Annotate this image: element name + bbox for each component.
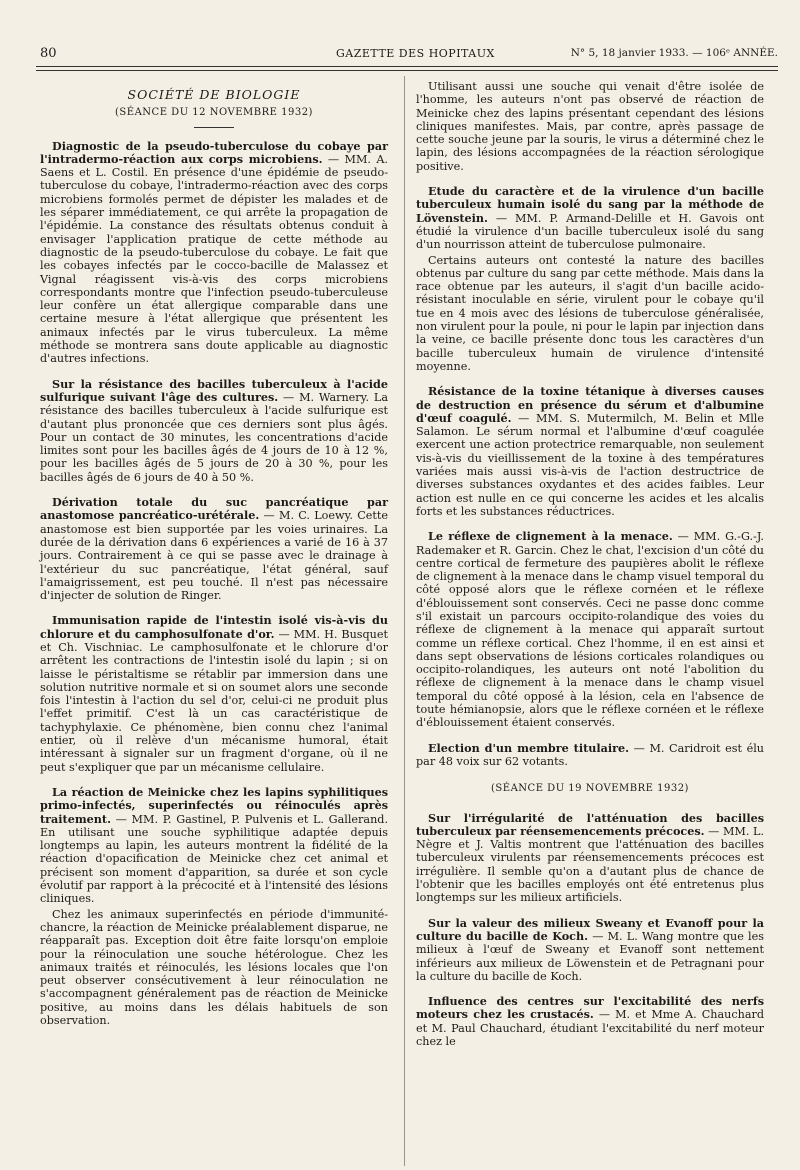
article-paragraph: Utilisant aussi une souche qui venait d'être isolée de l'homme, les auteurs n'ont pas observé de réaction de Meinicke chez des lapins présentant cependant des lésions cliniques manifestes. Mais, par contre, après passage de cette souche jeune par la souris, le virus a déterminé chez le lapin, des lésions accompagnées de la réaction sérologique positive. [416, 80, 764, 173]
article-title: Dérivation totale du suc pancréatique par anastomose pancréatico-urétérale. [40, 495, 388, 523]
article-title: La réaction de Meinicke chez les lapins syphilitiques primo-infectés, superinfectés ou réinoculés après traitement. [40, 784, 388, 826]
article [416, 185, 764, 251]
article-body: — M. L. Wang montre que les milieux à l'œuf de Sweany et Evanoff sont nettement inférieurs aux milieux de Löwenstein et de Petragnani pour la culture du bacille de Koch. [416, 929, 764, 983]
article-title: Immunisation rapide de l'intestin isolé vis-à-vis du chlorure et du camphosulfonate d'or. [40, 613, 388, 641]
article-body: — MM. G.-G.-J. Rademaker et R. Garcin. Chez le chat, l'excision d'un côté du centre cortical de fermeture des paupières abolit le réflexe de clignement à la menace dans le champ visuel temporal du côté opposé alors que le réflexe cornéen et le réflexe d'éblouissement sont conservés. Ceci ne passe donc comme s'il existait un parcours occipito-rolandique des voies du réflexe de clignement à la menace qui apparaît surtout comme un réflexe cortical. Chez l'homme, il en est ainsi et dans sept observations de lésions corticales rolandiques ou occipito-rolandiques, les auteurs ont noté l'abolition du réflexe de clignement à la menace dans le champ visuel temporal du côté opposé à la lésion, cela en l'absence de toute hémianopsie, alors que le réflexe cornéen et le réflexe d'éblouissement étaient conservés. [416, 530, 764, 730]
article [416, 385, 764, 518]
section-title: SOCIÉTÉ DE BIOLOGIE [127, 87, 301, 102]
article [40, 140, 388, 366]
article [40, 786, 388, 906]
article-title: Etude du caractère et de la virulence d'un bacille tuberculeux humain isolé du sang par la méthode de Lövenstein. [416, 184, 764, 225]
article-title: Le réflexe de clignement à la menace. [428, 529, 673, 544]
article-body: — M. Caridroit est élu par 48 voix sur 62 votants. [416, 741, 764, 768]
article-body: — MM. H. Busquet et Ch. Vischniac. Le camphosulfonate et le chlorure d'or arrêtent les contractions de l'intestin isolé du lapin ; si on laisse le péristaltisme se rétablir par immersion dans une solution nutritive normale et si on soumet alors une seconde fois l'intestin à l'action du sel d'or, celui-ci ne produit plus l'effet primitif. C'est là un cas caractéristique de tachyphylaxie. Ce phénomène, bien connu chez l'animal entier, où il relève d'un mécanisme humoral, était intéressant à signaler sur un fragment d'organe, où il ne peut s'expliquer que par un mécanisme cellulaire. [40, 627, 388, 774]
article-body: — M. Warnery. La résistance des bacilles tuberculeux à l'acide sulfurique est d'autant plus prononcée que ces derniers sont plus âgés. Pour un contact de 30 minutes, les concentrations d'acide limites sont pour les bacilles âgés de 4 jours de 10 à 12 %, pour les bacilles âgés de 5 jours de 20 à 30 %, pour les bacilles âgés de 6 jours de 40 à 50 %. [40, 390, 388, 484]
article-paragraph: Chez les animaux superinfectés en période d'immunité-chancre, la réaction de Meinicke préalablement disparue, ne réapparaît pas. Exception doit être faite lorsqu'on emploie pour la réinoculation une souche hétérologue. Chez les animaux traités et réinoculés, les lésions locales que l'on peut observer consécutivement à leur réinoculation ne s'accompagnent généralement pas de réaction de Meinicke positive, au moins dans les délais habituels de son observation. [40, 907, 388, 1027]
article-body: — M. et Mme A. Chauchard et M. Paul Chauchard, étudiant l'excitabilité du nerf moteur chez le [416, 1008, 765, 1048]
article [40, 378, 388, 484]
page-number: 80 [40, 46, 57, 61]
session-date: (SÉANCE DU 12 NOVEMBRE 1932) [115, 107, 313, 119]
header-rule [36, 66, 778, 67]
article [40, 496, 388, 602]
article-title: Election d'un membre titulaire. [428, 740, 630, 755]
running-header [36, 44, 778, 64]
article-paragraph: Certains auteurs ont contesté la nature des bacilles obtenus par culture du sang par cette méthode. Mais dans la race obtenue par les auteurs, il s'agit d'un bacille acido-résistant inoculable en série, virulent pour le cobaye qu'il tue en 4 mois avec des lésions de tuberculose généralisée, non virulent pour la poule, ni pour le lapin par injection dans la veine, ce bacille présente donc tous les caractères d'un bacille tuberculeux humain de virulence d'intensité moyenne. [416, 253, 764, 373]
short-rule [194, 127, 234, 128]
article-title: Sur l'irrégularité de l'atténuation des bacilles tuberculeux par réensemencements précoces. [416, 810, 764, 838]
article-body: — MM. P. Gastinel, P. Pulvenis et L. Gallerand. En utilisant une souche syphilitique adaptée depuis longtemps au lapin, les auteurs montrent la fidélité de la réaction d'opacification de Meinicke chez cet animal et précisent son moment d'apparition, sa durée et son cycle évolutif par rapport à la précocité et à l'intensité des lésions cliniques. [40, 812, 388, 906]
issue-info: N° 5, 18 janvier 1933. — 106ᵉ ANNÉE. [570, 47, 778, 59]
article-title: Résistance de la toxine tétanique à diverses causes de destruction en présence du sérum et d'albumine d'œuf coagulé. [416, 384, 764, 425]
article-body: — MM. P. Armand-Delille et H. Gavois ont étudié la virulence d'un bacille tuberculeux isolé du sang d'un nourrisson atteint de tuberculose pulmonaire. [416, 211, 764, 252]
article-body: — MM. L. Nègre et J. Valtis montrent que l'atténuation des bacilles tuberculeux virulents par réensemencements précoces est irrégulière. Il semble qu'on a d'autant plus de chance de l'obtenir que les bacilles employés ont été entretenus plus longtemps sur les milieux artificiels. [416, 824, 765, 905]
column-divider [404, 76, 405, 1166]
article-title: Diagnostic de la pseudo-tuberculose du cobaye par l'intradermo-réaction aux corps microbiens. [40, 138, 388, 166]
article [416, 995, 764, 1048]
article-body: — MM. S. Mutermilch, M. Belin et Mlle Salamon. Le sérum normal et l'albumine d'œuf coagulée exercent une action protectrice remarquable, non seulement vis-à-vis du vieillissement de la toxine à des températures variées mais aussi vis-à-vis de l'action destructrice de diverses substances oxydantes et des acides faibles. Leur action est nulle en ce qui concerne les acides et les alcalis forts et les substances réductrices. [416, 411, 764, 518]
left-column [40, 80, 388, 1039]
article [416, 742, 764, 769]
session-date: (SÉANCE DU 19 NOVEMBRE 1932) [491, 783, 689, 795]
right-column [416, 80, 764, 1060]
article-body: — M. C. Loewy. Cette anastomose est bien supportée par les voies urinaires. La durée de la dérivation dans 6 expériences a varié de 16 à 37 jours. Contrairement à ce qui se passe avec le drainage à l'extérieur du suc pancréatique, l'état général, sauf l'amaigrissement, est peu touché. Il n'est pas nécessaire d'injecter de solution de Ringer. [40, 509, 388, 603]
article-title: Sur la valeur des milieux Sweany et Evanoff pour la culture du bacille de Koch. [416, 915, 764, 943]
article [40, 614, 388, 774]
article [416, 812, 764, 905]
article [416, 530, 764, 729]
article-title: Sur la résistance des bacilles tuberculeux à l'acide sulfurique suivant l'âge des cultures. [40, 376, 388, 404]
journal-title: GAZETTE DES HOPITAUX [336, 47, 495, 60]
article-title: Influence des centres sur l'excitabilité des nerfs moteurs chez les crustacés. [416, 994, 764, 1022]
article [416, 917, 764, 983]
article-body: — MM. A. Saens et L. Costil. En présence d'une épidémie de pseudo-tuberculose du cobaye, l'intradermo-réaction avec des corps microbiens formolés permet de dépister les malades et de les séparer immédiatement, ce qui arrête la propagation de l'épidémie. La constance des résultats obtenus conduit à envisager l'application pratique de cette méthode au diagnostic de la pseudo-tuberculose du cobaye. Le fait que les cobayes infectés par le cocco-bacille de Malassez et Vignal réagissent vis-à-vis des corps microbiens correspondants montre que l'infection pseudo-tuberculeuse leur confère un état allergique comparable dans une certaine mesure à l'état allergique que présentent les animaux infectés par le virus tuberculeux. La même méthode se montrera sans doute applicable au diagnostic d'autres infections. [40, 152, 388, 366]
header-rule [36, 70, 778, 71]
